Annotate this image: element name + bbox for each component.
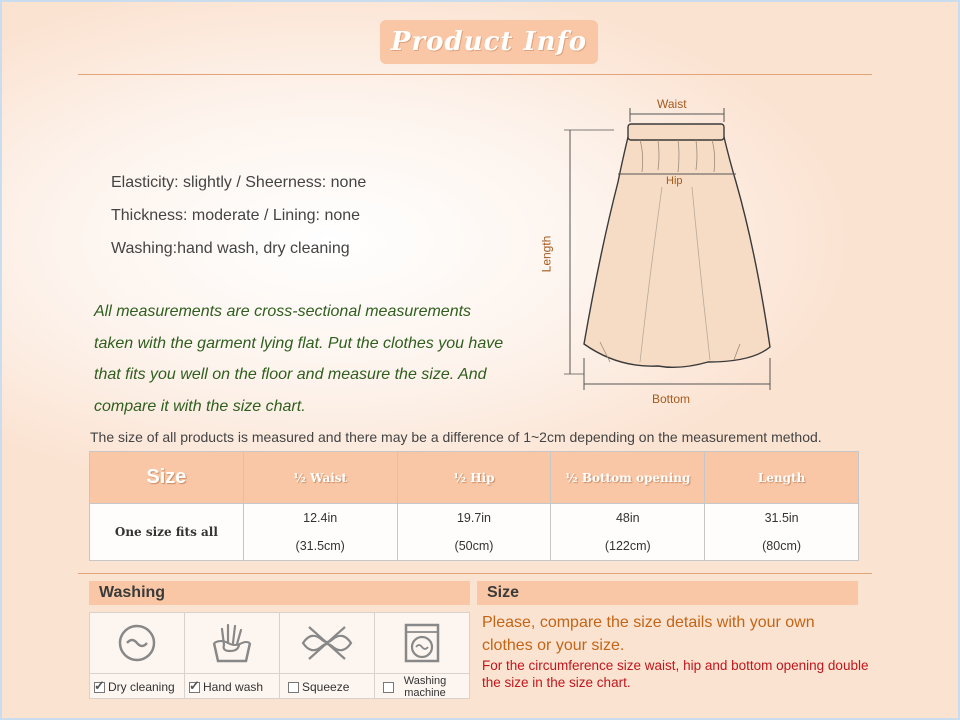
washing-grid [89, 612, 470, 699]
size-heading: Size [477, 581, 858, 605]
header-waist: ½ Waist [243, 452, 397, 504]
size-table-header [90, 452, 859, 504]
washing-machine-checkbox[interactable] [383, 682, 394, 693]
size-description: The size of all products is measured and there may be a difference of 1~2cm depending on the measurement method. [90, 429, 822, 445]
waist-in: 12.4in [303, 511, 338, 525]
cell-hip [397, 504, 551, 561]
thickness-lining: Thickness: moderate / Lining: none [111, 207, 361, 224]
skirt-diagram [540, 92, 800, 412]
bottom-label: Bottom [652, 392, 691, 406]
length-in: 31.5in [764, 511, 799, 525]
washing-machine-icon [402, 621, 442, 665]
product-properties [111, 173, 366, 272]
elasticity-sheerness: Elasticity: slightly / Sheerness: none [111, 174, 367, 191]
wash-squeeze [280, 612, 375, 699]
wash-machine [375, 612, 470, 699]
hip-cm: (50cm) [454, 539, 494, 553]
washing-machine-label: Washing machine [403, 675, 447, 699]
header-length: Length [705, 452, 859, 504]
row-label: One size fits all [90, 504, 244, 561]
bottom-divider [78, 573, 872, 574]
hand-wash-label: Hand wash [203, 680, 264, 694]
hip-in: 19.7in [456, 511, 492, 525]
hip-label: Hip [666, 175, 683, 187]
dry-cleaning-checkbox[interactable] [94, 682, 105, 693]
dry-cleaning-label: Dry cleaning [108, 680, 175, 694]
size-circumference-note: For the circumference size waist, hip and bottom opening double the size in the size chart. [482, 658, 869, 690]
bottom-in: 48in [615, 511, 640, 525]
page-title: Product Info [380, 20, 598, 64]
top-divider [78, 74, 872, 75]
squeeze-checkbox[interactable] [288, 682, 299, 693]
wash-dry-cleaning [89, 612, 185, 699]
cell-length [705, 504, 859, 561]
header-bottom-opening: ½ Bottom opening [551, 452, 705, 504]
header-hip: ½ Hip [397, 452, 551, 504]
size-compare-note: Please, compare the size details with your own clothes or your size. [482, 614, 815, 654]
length-cm: (80cm) [762, 539, 802, 553]
dry-cleaning-icon [115, 621, 159, 665]
washing-info: Washing:hand wash, dry cleaning [111, 240, 350, 257]
bottom-cm: (122cm) [604, 539, 651, 553]
size-table [89, 451, 859, 561]
measurement-note: All measurements are cross-sectional measurements taken with the garment lying flat. Put the clothes you have that fits you well on the floor and measure the size. And compare it with the size chart. [94, 303, 504, 415]
hand-wash-checkbox[interactable] [189, 682, 200, 693]
header-size: Size [90, 452, 244, 504]
cell-bottom [551, 504, 705, 561]
waist-cm: (31.5cm) [295, 539, 345, 553]
wash-hand-wash [185, 612, 280, 699]
squeeze-label: Squeeze [302, 680, 350, 694]
length-label: Length [539, 235, 554, 273]
waist-label: Waist [657, 97, 687, 111]
no-wring-icon [297, 623, 357, 663]
cell-waist [243, 504, 397, 561]
table-row [90, 504, 859, 561]
washing-heading: Washing [89, 581, 470, 605]
hand-wash-icon [208, 619, 256, 667]
skirt-illustration [540, 92, 800, 412]
